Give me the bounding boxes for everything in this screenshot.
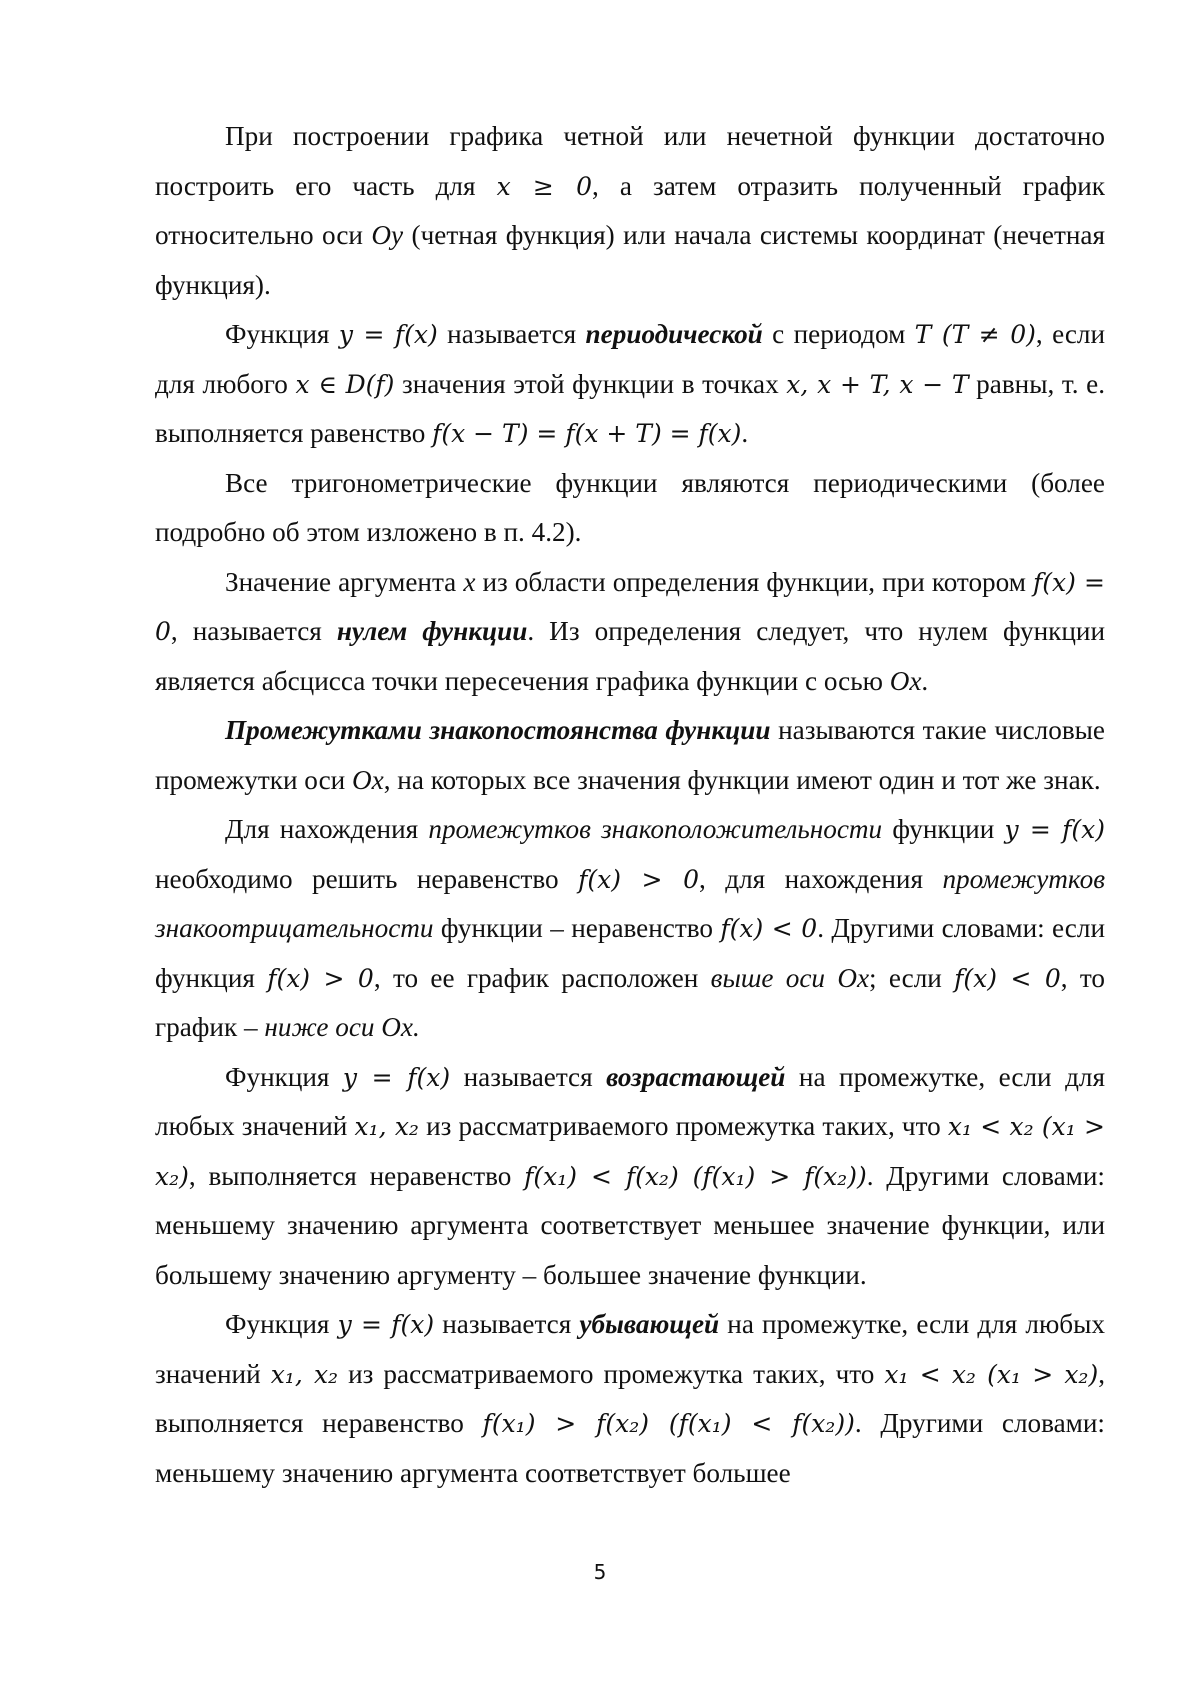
italic-text: выше оси Ox [710, 962, 870, 993]
text-run: (четная функция) или начала системы координат (нечетная функция). [155, 220, 1106, 300]
text-run: необходимо решить неравенство [155, 863, 579, 894]
text-run: , выполняется неравенство [188, 1160, 525, 1191]
paragraph [155, 1300, 1105, 1498]
paragraph [155, 1053, 1105, 1301]
italic-text: промежутков знакоположительности [428, 814, 883, 844]
text-run: , выполняется неравенство [155, 1358, 1105, 1438]
paragraph [155, 558, 1105, 707]
text-run: с периодом [762, 319, 915, 349]
math-expression: x ∈ D(f) [295, 369, 395, 399]
text-run: . Другими словами: меньшему значению аргумента соответствует большее [155, 1408, 1105, 1488]
defined-term: возрастающей [606, 1061, 786, 1092]
math-expression: x, x + T, x − T [786, 369, 969, 399]
text-run: называется [437, 319, 586, 349]
text-run: называется [450, 1061, 607, 1092]
text-run: Для нахождения [225, 814, 429, 844]
text-run: Функция [225, 319, 339, 349]
text-run: . Другими словами: меньшему значению аргумента соответствует меньшее значение функции, или большему значению аргументу – большее значение функции. [155, 1160, 1105, 1290]
math-expression: f(x) > 0 [578, 864, 699, 894]
text-run: на промежутке, если для любых значений [155, 1061, 1105, 1141]
italic-text: промежутков знакоотрицательности [155, 863, 1105, 943]
text-run: Функция [225, 1061, 343, 1092]
text-run: на промежутке, если для любых значений [155, 1309, 1106, 1389]
text-run: функции [882, 814, 1005, 844]
paragraph [155, 310, 1105, 459]
text-run: , для нахождения [699, 863, 943, 894]
math-expression: f(x) < 0 [720, 914, 818, 943]
italic-text: Ox [889, 665, 922, 696]
text-run: функции – неравенство [433, 913, 721, 943]
text-run: . [741, 418, 749, 448]
math-expression: y = f(x) [342, 1062, 451, 1092]
text-run: . [921, 665, 929, 696]
italic-text: Ox [352, 764, 384, 795]
text-run: ; если [869, 962, 955, 993]
paragraph [155, 706, 1105, 805]
math-expression: f(x − T) = f(x + T) = f(x) [432, 419, 742, 448]
text-run: из области определения функции, при котором [475, 566, 1033, 597]
document-body [155, 112, 1105, 1498]
paragraph [155, 112, 1105, 310]
text-run: из рассматриваемого промежутка таких, что [418, 1111, 948, 1141]
text-run: , то график – [155, 962, 1106, 1042]
math-expression: y = f(x) [1004, 815, 1106, 844]
italic-text: x [463, 566, 476, 597]
text-run: , на которых все значения функции имеют один и тот же знак. [383, 764, 1101, 795]
italic-text: ниже оси Ox. [264, 1012, 420, 1042]
defined-term: убывающей [579, 1309, 720, 1339]
math-expression: f(x) < 0 [954, 963, 1061, 993]
text-run: При построении графика четной или нечетной функции достаточно построить его часть для [155, 121, 1105, 201]
math-expression: x ≥ 0 [496, 171, 592, 201]
math-expression: x₁ < x₂ (x₁ > x₂) [155, 1112, 1105, 1191]
math-expression: f(x) = 0 [155, 567, 1105, 646]
text-run: . Другими словами: если функция [155, 913, 1105, 993]
text-run: , если для любого [155, 319, 1106, 399]
math-expression: x₁, x₂ [354, 1112, 419, 1141]
text-run: Все тригонометрические функции являются периодическими (более подробно об этом изложено в п. 4.2). [155, 467, 1105, 547]
paragraph [155, 805, 1105, 1053]
math-expression: f(x₁) < f(x₂) (f(x₁) > f(x₂)) [524, 1161, 867, 1191]
math-expression: f(x₁) > f(x₂) (f(x₁) < f(x₂)) [482, 1409, 855, 1438]
text-run: , называется [170, 616, 337, 646]
text-run: , то ее график расположен [373, 962, 711, 993]
math-expression: f(x) > 0 [267, 963, 374, 993]
defined-term: нулем функции [336, 616, 528, 646]
math-expression: y = f(x) [337, 1310, 435, 1339]
paragraph [155, 459, 1105, 558]
text-run: равны, т. е. выполняется равенство [155, 368, 1105, 448]
text-run: значения этой функции в точках [394, 368, 787, 399]
page-number: 5 [593, 1560, 607, 1584]
text-run: из рассматриваемого промежутка таких, что [338, 1358, 885, 1389]
math-expression: x₁ < x₂ (x₁ > x₂) [884, 1359, 1099, 1389]
text-run: , а затем отразить полученный график относительно оси [155, 170, 1105, 250]
text-run: Значение аргумента [225, 566, 464, 597]
text-run: называется [434, 1309, 580, 1339]
defined-term: Промежутками знакопостоянства функции [225, 715, 771, 745]
italic-text: Oy [371, 220, 404, 250]
text-run: Функция [225, 1309, 338, 1339]
text-run: . Из определения следует, что нулем функции является абсцисса точки пересечения графика функции с осью [155, 616, 1105, 696]
math-expression: y = f(x) [338, 320, 438, 349]
math-expression: x₁, x₂ [270, 1359, 339, 1389]
defined-term: периодической [585, 319, 763, 349]
math-expression: T (T ≠ 0) [914, 320, 1036, 349]
text-run: называются такие числовые промежутки оси [155, 715, 1105, 795]
